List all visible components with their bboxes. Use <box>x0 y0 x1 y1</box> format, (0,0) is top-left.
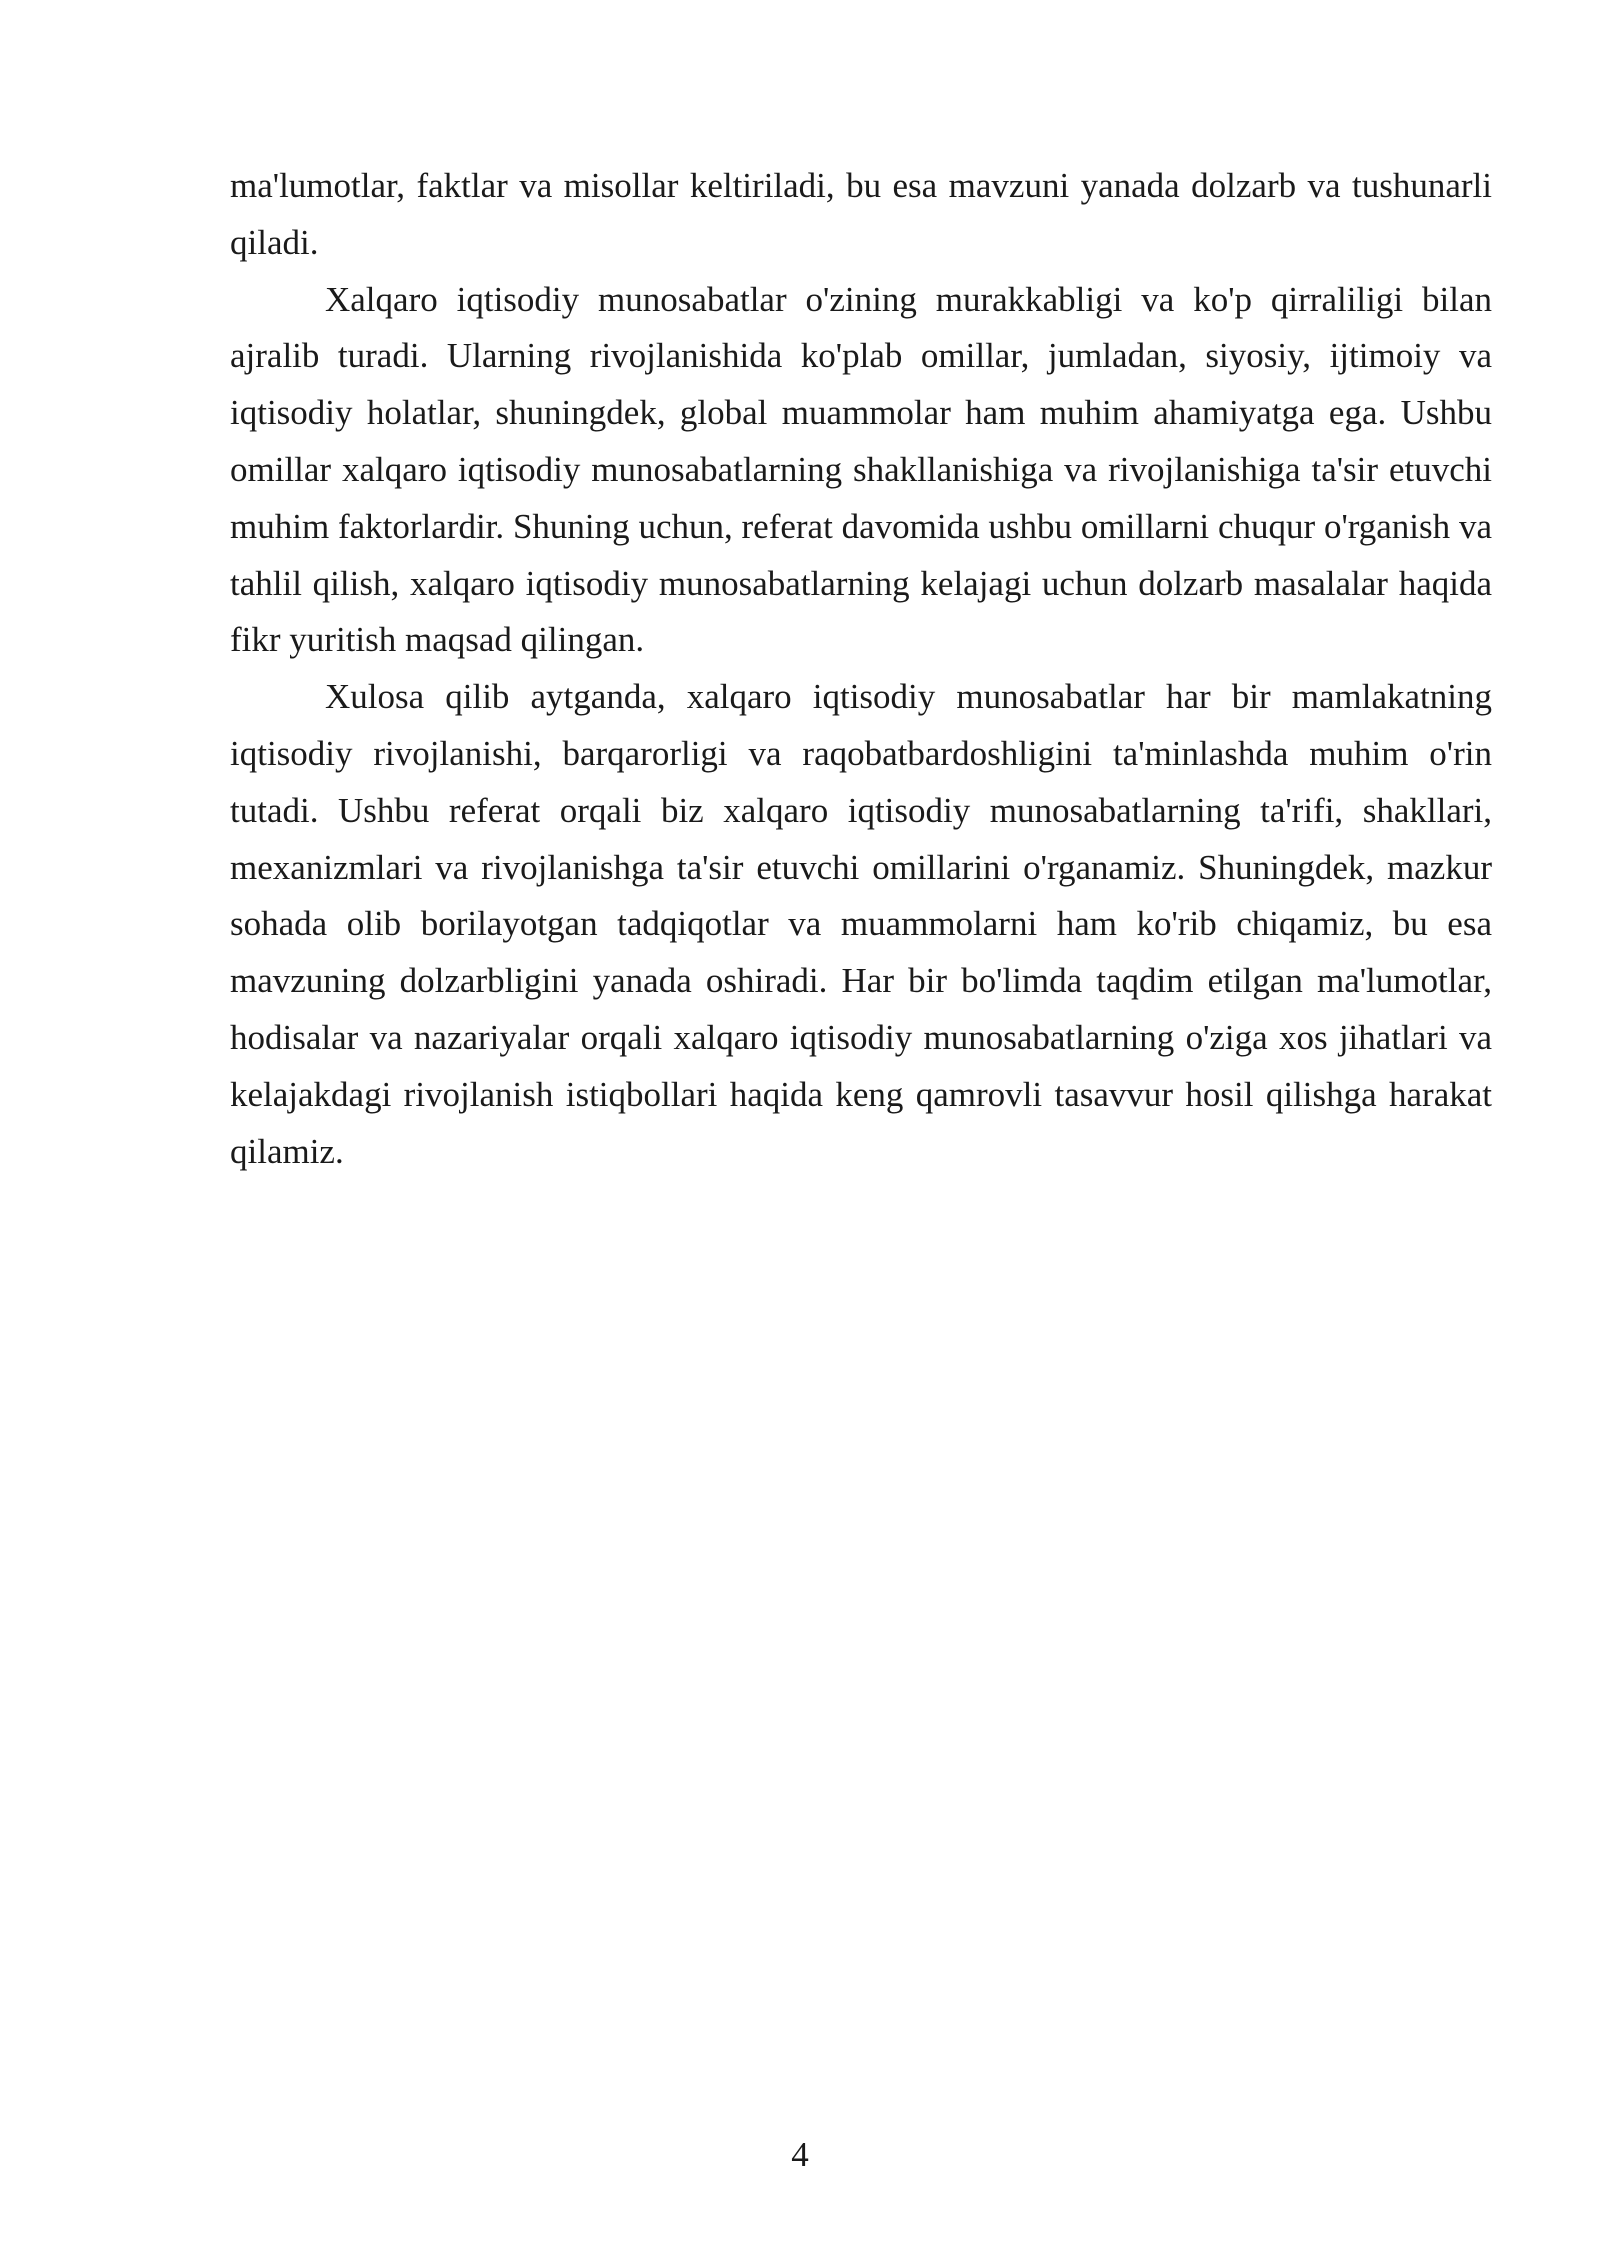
body-text <box>230 158 1492 1180</box>
paragraph-continuation: ma'lumotlar, faktlar va misollar keltiriladi, bu esa mavzuni yanada dolzarb va tushunarli qiladi. <box>230 166 1492 262</box>
page-number: 4 <box>791 2135 809 2174</box>
paragraph-conclusion: Xulosa qilib aytganda, xalqaro iqtisodiy munosabatlar har bir mamlakatning iqtisodiy rivojlanishi, barqarorligi va raqobatbardoshligini ta'minlashda muhim o'rin tutadi. Ushbu referat orqali biz xalqaro iqtisodiy munosabatlarning ta'rifi, shakllari, mexanizmlari va rivojlanishga ta'sir etuvchi omillarini o'rganamiz. Shuningdek, mazkur sohada olib borilayotgan tadqiqotlar va muammolarni ham ko'rib chiqamiz, bu esa mavzuning dolzarbligini yanada oshiradi. Har bir bo'limda taqdim etilgan ma'lumotlar, hodisalar va nazariyalar orqali xalqaro iqtisodiy munosabatlarning o'ziga xos jihatlari va kelajakdagi rivojlanish istiqbollari haqida keng qamrovli tasavvur hosil qilishga harakat qilamiz. <box>230 677 1492 1171</box>
paragraph-factors: Xalqaro iqtisodiy munosabatlar o'zining murakkabligi va ko'p qirraliligi bilan ajralib turadi. Ularning rivojlanishida ko'plab omillar, jumladan, siyosiy, ijtimoiy va iqtisodiy holatlar, shuningdek, global muammolar ham muhim ahamiyatga ega. Ushbu omillar xalqaro iqtisodiy munosabatlarning shakllanishiga va rivojlanishiga ta'sir etuvchi muhim faktorlardir. Shuning uchun, referat davomida ushbu omillarni chuqur o'rganish va tahlil qilish, xalqaro iqtisodiy munosabatlarning kelajagi uchun dolzarb masalalar haqida fikr yuritish maqsad qilingan. <box>230 279 1492 660</box>
